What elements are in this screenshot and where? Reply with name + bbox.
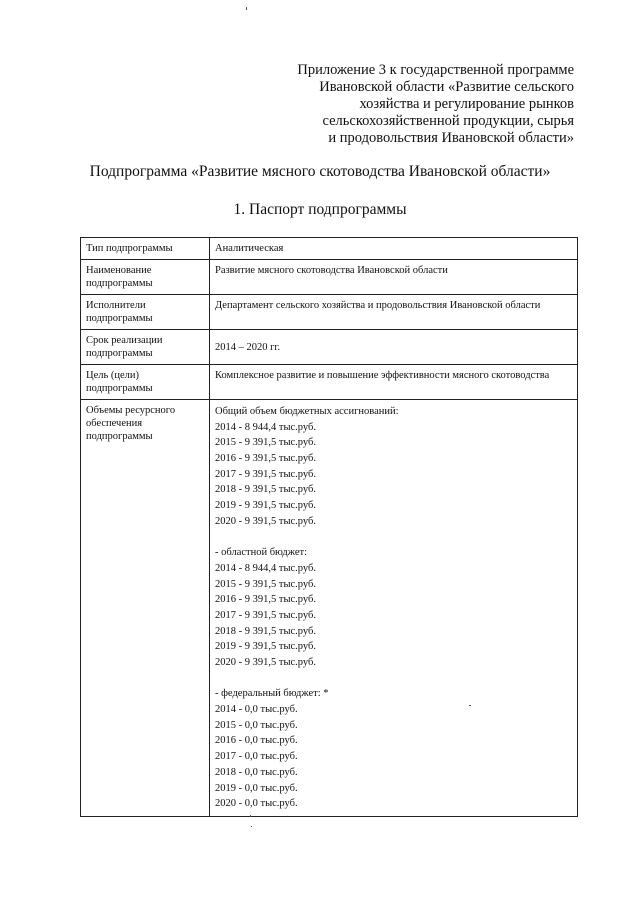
funding-line: 2016 - 9 391,5 тыс.руб. <box>215 453 316 465</box>
appendix-line: и продовольствия Ивановской области» <box>328 130 574 146</box>
funding-line: 2014 - 8 944,4 тыс.руб. <box>215 562 316 574</box>
funding-line: 2017 - 9 391,5 тыс.руб. <box>215 468 316 480</box>
appendix-line: хозяйства и регулирование рынков <box>359 96 574 112</box>
row-value: Комплексное развитие и повышение эффективности мясного скотоводства <box>210 365 578 400</box>
funding-line: 2019 - 0,0 тыс.руб. <box>215 782 298 794</box>
funding-line: 2015 - 9 391,5 тыс.руб. <box>215 578 316 590</box>
appendix-header <box>244 62 574 147</box>
funding-line: 2018 - 9 391,5 тыс.руб. <box>215 625 316 637</box>
funding-line: 2016 - 0,0 тыс.руб. <box>215 735 298 747</box>
funding-line: 2020 - 9 391,5 тыс.руб. <box>215 657 316 668</box>
table-row <box>81 330 578 365</box>
funding-line: 2018 - 0,0 тыс.руб. <box>215 766 298 778</box>
section-title: 1. Паспорт подпрограммы <box>233 201 407 218</box>
table-row <box>81 400 578 817</box>
table-row <box>81 365 578 400</box>
row-value: 2014 – 2020 гг. <box>210 330 578 365</box>
appendix-line: Приложение 3 к государственной программе <box>297 62 574 78</box>
scan-speck <box>250 815 251 817</box>
funding-line: 2016 - 9 391,5 тыс.руб. <box>215 594 316 606</box>
funding-line: 2019 - 9 391,5 тыс.руб. <box>215 641 316 653</box>
spacer <box>215 671 572 687</box>
row-label: Объемы ресурсного обеспечения подпрограммы <box>81 400 210 817</box>
funding-line: 2014 - 0,0 тыс.руб. <box>215 704 298 716</box>
row-value: Развитие мясного скотоводства Ивановской области <box>210 260 578 295</box>
subprogram-title: Подпрограмма «Развитие мясного скотоводства Ивановской области» <box>89 163 551 180</box>
table-row <box>81 295 578 330</box>
scan-speck <box>251 826 252 827</box>
funding-regional-heading: - областной бюджет: <box>215 547 307 559</box>
row-label: Срок реализации подпрограммы <box>81 330 210 365</box>
row-value: Департамент сельского хозяйства и продовольствия Ивановской области <box>210 295 578 330</box>
funding-line: 2017 - 0,0 тыс.руб. <box>215 751 298 763</box>
row-label: Исполнители подпрограммы <box>81 295 210 330</box>
funding-line: 2015 - 0,0 тыс.руб. <box>215 719 298 731</box>
funding-line: 2015 - 9 391,5 тыс.руб. <box>215 437 316 449</box>
scan-speck <box>246 7 247 10</box>
spacer <box>215 530 572 546</box>
funding-line: 2020 - 9 391,5 тыс.руб. <box>215 515 316 527</box>
scan-speck <box>469 705 471 706</box>
passport-table <box>80 237 578 817</box>
funding-line: 2019 - 9 391,5 тыс.руб. <box>215 500 316 512</box>
funding-line: 2020 - 0,0 тыс.руб. <box>215 798 298 810</box>
funding-federal-heading: - федеральный бюджет: * <box>215 688 329 700</box>
table-row <box>81 238 578 260</box>
funding-line: 2014 - 8 944,4 тыс.руб. <box>215 421 316 433</box>
funding-line: 2017 - 9 391,5 тыс.руб. <box>215 609 316 621</box>
row-value: Аналитическая <box>210 238 578 260</box>
row-label: Наименование подпрограммы <box>81 260 210 295</box>
table-row <box>81 260 578 295</box>
funding-total-heading: Общий объем бюджетных ассигнований: <box>215 406 399 417</box>
row-label: Цель (цели) подпрограммы <box>81 365 210 400</box>
appendix-line: Ивановской области «Развитие сельского <box>319 79 574 95</box>
appendix-line: сельскохозяйственной продукции, сырья <box>322 113 574 129</box>
funding-cell <box>210 400 578 817</box>
funding-line: 2018 - 9 391,5 тыс.руб. <box>215 484 316 496</box>
row-label: Тип подпрограммы <box>81 238 210 260</box>
